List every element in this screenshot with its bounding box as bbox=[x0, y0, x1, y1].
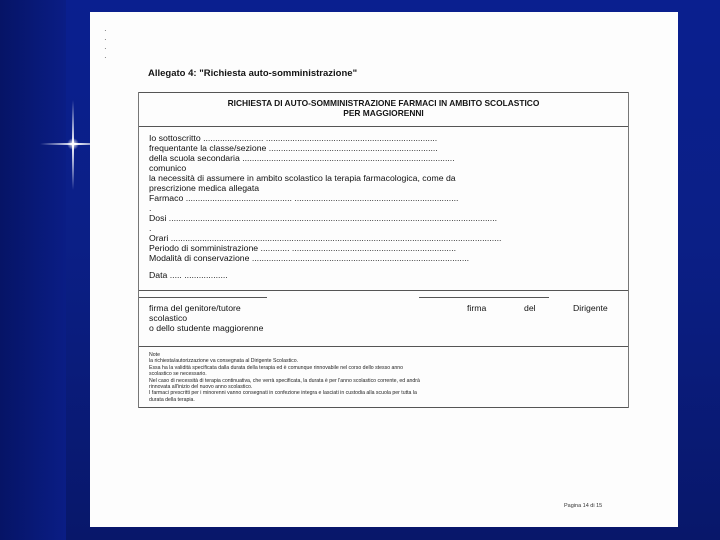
form-title-line-2: PER MAGGIORENNI bbox=[343, 108, 424, 118]
form-title-line-1: RICHIESTA DI AUTO-SOMMINISTRAZIONE FARMACI IN AMBITO SCOLASTICO bbox=[227, 98, 540, 108]
signature-parent-label-2: o dello studente maggiorenne bbox=[149, 323, 264, 333]
signature-short-line-right bbox=[419, 297, 549, 298]
title-separator bbox=[139, 126, 628, 127]
field-farmaco: Farmaco ............................................ .................................................................... bbox=[149, 193, 459, 203]
field-dosi: Dosi ........................................................................................................................................ bbox=[149, 213, 498, 223]
signature-scolastico: scolastico bbox=[149, 313, 188, 323]
field-io-sottoscritto: Io sottoscritto ......................... ....................................................................... bbox=[149, 133, 438, 143]
field-dot-1: . bbox=[149, 203, 152, 213]
form-top-border bbox=[139, 92, 628, 93]
notes-block bbox=[149, 352, 619, 403]
signature-parent-label-1: firma del genitore/tutore bbox=[149, 303, 241, 313]
signature-short-line-left bbox=[139, 297, 267, 298]
signature-top-separator bbox=[139, 290, 628, 291]
note-line: Nel caso di necessità di terapia continuativa, che verrà specificata, la durata è per l'anno scolastico corrente, ed andrà bbox=[149, 377, 420, 384]
signature-dirigente: Dirigente bbox=[573, 303, 608, 313]
note-line: rinnovata all'inizio del nuovo anno scolastico. bbox=[149, 384, 253, 391]
form-bottom-border bbox=[139, 407, 628, 408]
note-line: Essa ha la validità specificata dalla durata della terapia ed è comunque rinnovabile nel corso dello stesso anno bbox=[149, 364, 404, 371]
scanned-document-page bbox=[90, 12, 678, 527]
attachment-title: Allegato 4: "Richiesta auto-somministrazione" bbox=[148, 68, 358, 79]
field-scuola: della scuola secondaria ........................................................................................ bbox=[149, 153, 455, 163]
note-line: Note bbox=[149, 352, 160, 358]
field-frequentante: frequentante la classe/sezione ...................................................................... bbox=[149, 143, 438, 153]
field-necessita-line-1: la necessità di assumere in ambito scolastico la terapia farmacologica, come da bbox=[149, 173, 456, 183]
note-line: durata della terapia. bbox=[149, 396, 195, 403]
note-line: I farmaci prescritti per i minorenni vanno consegnati in confezione integra e lasciati in custodia alla scuola per tutta la bbox=[149, 390, 417, 397]
bullet-marks: · · · · bbox=[104, 26, 107, 62]
form-title bbox=[139, 98, 628, 118]
field-modalita: Modalità di conservazione .......................................................................................... bbox=[149, 253, 470, 263]
signature-firma: firma bbox=[467, 303, 487, 313]
note-line: scolastico se necessario. bbox=[149, 371, 207, 378]
field-dot-2: . bbox=[149, 223, 152, 233]
left-background-band bbox=[0, 0, 66, 540]
request-form bbox=[138, 92, 629, 408]
signature-del: del bbox=[524, 303, 536, 313]
field-comunico: comunico bbox=[149, 163, 187, 173]
field-necessita-line-2: prescrizione medica allegata bbox=[149, 183, 260, 193]
page-number: Pagina 14 di 15 bbox=[564, 503, 603, 509]
field-orari: Orari ......................................................................................................................................... bbox=[149, 233, 502, 243]
sparkle-decoration-core bbox=[67, 138, 79, 150]
notes-separator bbox=[139, 346, 628, 347]
field-data: Data ..... .................. bbox=[149, 270, 228, 280]
field-periodo: Periodo di somministrazione ............ .................................................................... bbox=[149, 243, 457, 253]
note-line: la richiesta/autorizzazione va consegnata al Dirigente Scolastico. bbox=[149, 358, 299, 365]
